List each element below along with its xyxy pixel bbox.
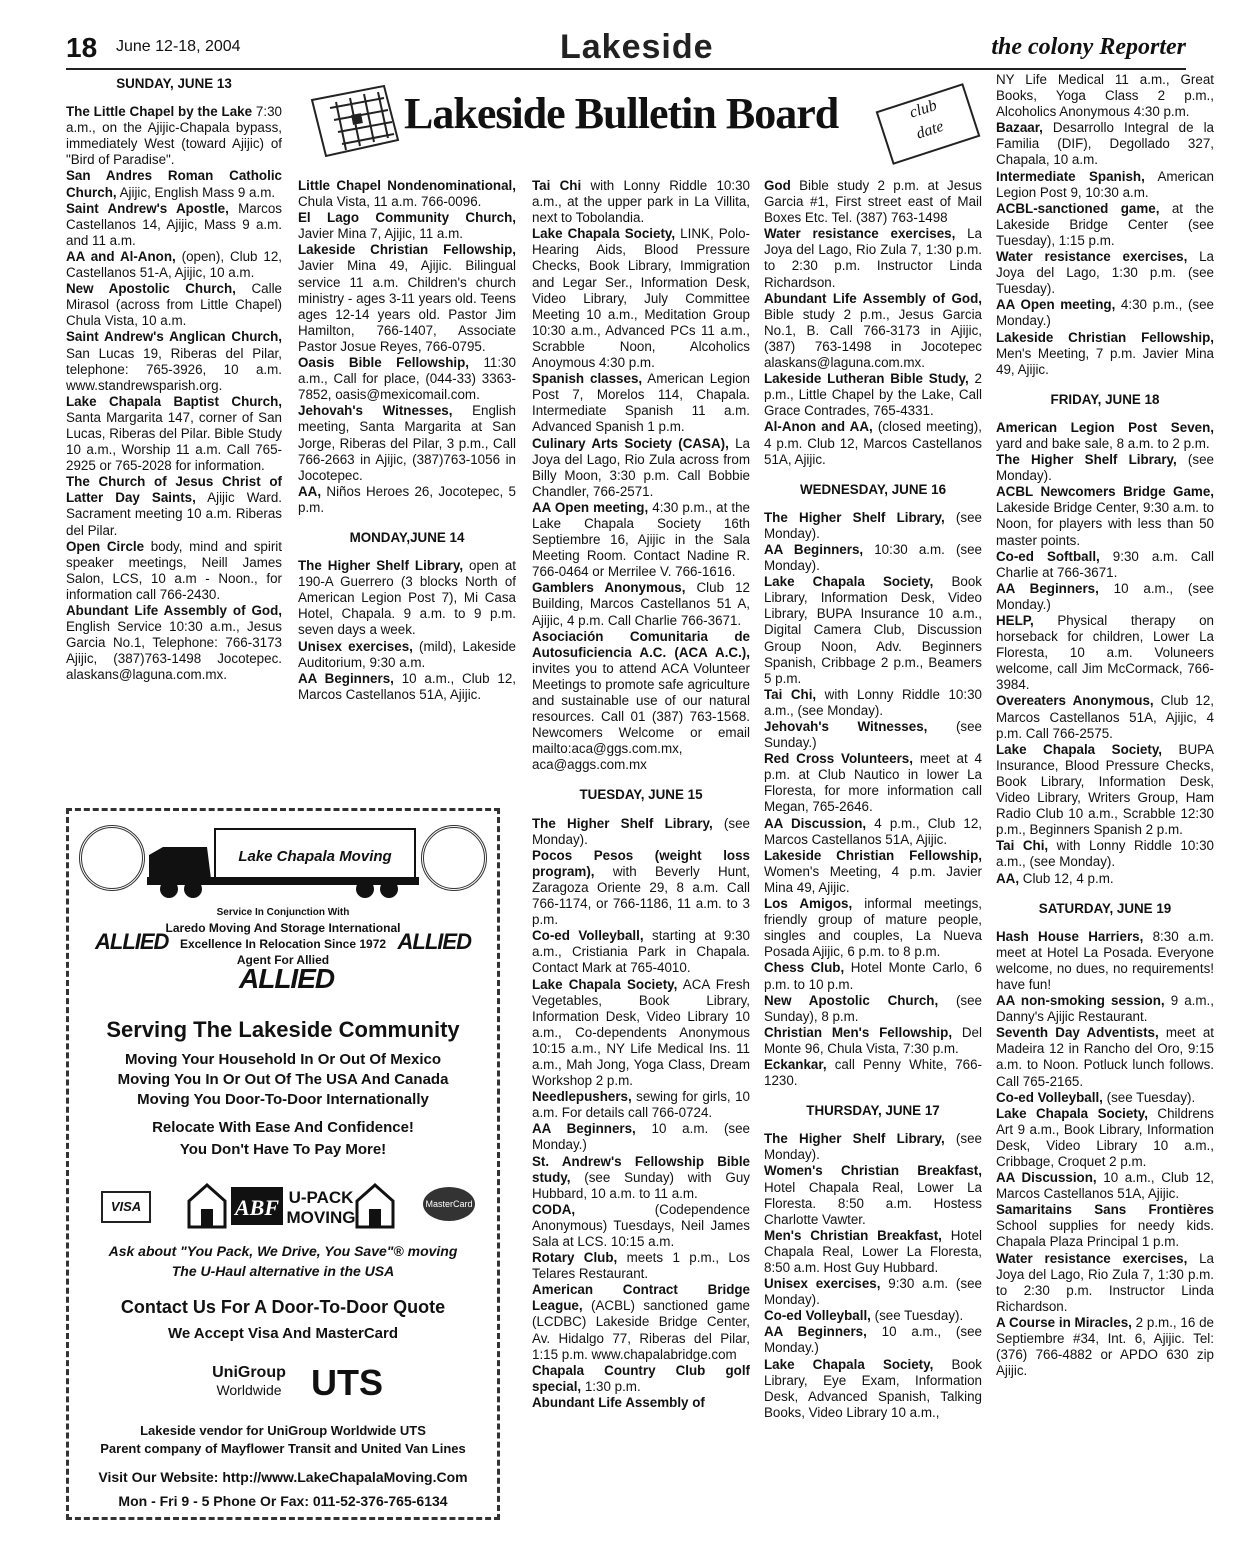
listing: Chapala Country Club golf special, 1:30 p.m. — [532, 1362, 750, 1394]
listing: Water resistance exercises, La Joya del Lago, 1:30 p.m. (see Tuesday). — [996, 249, 1214, 297]
listing: NY Life Medical 11 a.m., Great Books, Yoga Class 2 p.m., Alcoholics Anonymous 4:30 p.m. — [996, 72, 1214, 120]
listing: Tai Chi with Lonny Riddle 10:30 a.m., at the upper park in La Villita, next to Tobolandia. — [532, 178, 750, 226]
bulletin-board-banner — [298, 74, 978, 178]
listing: American Contract Bridge League, (ACBL) sanctioned game (LCDBC) Lakeside Bridge Center, Av. Hidalgo 77, Riberas del Pilar, 1:15 p.m. www.chapalabridge.com — [532, 1282, 750, 1362]
listing: Samaritains Sans Frontières School supplies for needy kids. Chapala Plaza Principal 1 p.m. — [996, 1202, 1214, 1250]
unigroup-logo — [189, 1357, 389, 1403]
ad-headline: Serving The Lakeside Community — [106, 1017, 460, 1042]
listing: San Andres Roman Catholic Church, Ajijic, English Mass 9 a.m. — [66, 168, 282, 200]
listing: Overeaters Anonymous, Club 12, Marcos Castellanos 51A, Ajijic, 4 p.m. Call 766-2575. — [996, 693, 1214, 741]
listing: AA, Niños Heroes 26, Jocotepec, 5 p.m. — [298, 483, 516, 515]
listing: Bazaar, Desarrollo Integral de la Familia (DIF), Degollado 327, Chapala, 10 a.m. — [996, 120, 1214, 168]
ad-uhaul-line: The U-Haul alternative in the USA — [171, 1263, 395, 1279]
listing: Red Cross Volunteers, meet at 4 p.m. at Club Nautico in lower La Floresta, for more information call Megan, 765-2646. — [764, 751, 982, 815]
day-heading: SATURDAY, JUNE 19 — [1038, 900, 1172, 916]
listing: AA Beginners, 10 a.m., (see Monday.) — [996, 580, 1214, 612]
ad-agent-line: Agent For Allied — [236, 953, 330, 967]
listing: Water resistance exercises, La Joya del Lago, Rio Zula 7, 1:30 p.m. to 2:30 p.m. Instructor Linda Richardson. — [764, 226, 982, 290]
listing: Los Amigos, informal meetings, friendly group of mature people, singles and couples, La Nueva Posada Ajijic, 6 p.m. to 8 p.m. — [764, 896, 983, 960]
listing: Rotary Club, meets 1 p.m., Los Telares Restaurant. — [532, 1250, 750, 1282]
issue-date: June 12-18, 2004 — [116, 38, 241, 55]
listing: AA Beginners, 10 a.m. (see Monday.) — [532, 1121, 750, 1153]
listing: Lake Chapala Baptist Church, Santa Margarita 147, corner of San Lucas, Riberas del Pilar. Bible Study 10 a.m., Worship 11 a.m. Call 765-2925 or 765-2028 for information. — [66, 393, 282, 474]
listing: Eckankar, call Penny White, 766-1230. — [764, 1056, 982, 1089]
column-2 — [298, 178, 516, 703]
listing: St. Andrew's Fellowship Bible study, (see Sunday) with Guy Hubbard, 10 a.m. to 11 a.m. — [532, 1153, 750, 1201]
listing: The Higher Shelf Library, open at 190-A Guerrero (3 blocks North of American Legion Post 7), Mi Casa Hotel, Chapala. 9 a.m. to 9 p.m. seven days a week. — [298, 558, 516, 638]
listing: Lakeside Christian Fellowship, Javier Mina 49, Ajijic. Bilingual service 11 a.m. Children's church ministry - ages 3-11 years old. Teens ages 12-14 years old. Pastor Jim Hamilton, 766-1407, Associate Pastor Josue Reyes, 766-0795. — [298, 242, 516, 354]
listing: Co-ed Volleyball, (see Tuesday). — [996, 1089, 1196, 1105]
listing: The Higher Shelf Library, (see Monday). — [764, 1131, 982, 1163]
listing: AA Beginners, 10 a.m., (see Monday.) — [764, 1324, 982, 1356]
moving-text: MOVING — [286, 1208, 356, 1227]
listing: A Course in Miracles, 2 p.m., 16 de Septiembre #34, Int. 6, Ajijic. Tel: (376) 766-4882 or APDO 630 zip Ajijic. — [996, 1314, 1214, 1379]
listing: AA Beginners, 10:30 a.m. (see Monday). — [764, 541, 982, 574]
listing: Seventh Day Adventists, meet at Madeira 12 in Rancho del Oro, 9:15 a.m. to Noon. Potluck lunch follows. Call 765-2165. — [996, 1025, 1214, 1089]
listing: Asociación Comunitaria de Autosuficiencia A.C. (ACA A.C.), invites you to attend ACA Volunteer Meetings to promote safe agriculture and sustainable use of our natural resources. Call 01 (387) 763-1568. Newcomers Welcome or email mailto:aca@ggs.com.mx, aca@aggs.com.mx — [532, 628, 750, 773]
listing: Lake Chapala Society, Childrens Art 9 a.m., Book Library, Information Desk, Video Library 10 a.m., Cribbage, Croquet 2 p.m. — [996, 1105, 1214, 1169]
page-number: 18 — [66, 32, 98, 63]
upack-text: U-PACK — [288, 1188, 354, 1207]
listing: The Higher Shelf Library, (see Monday). — [532, 815, 750, 847]
listing: Lake Chapala Society, LINK, Polo-Hearing Aids, Blood Pressure Checks, Book Library, Immigration and Legar Ser., Information Desk, Video Library, July Committee Meeting 10 a.m., Meditation Group 10:30 a.m., Advanced PCs 11 a.m., Scrabble Noon, Alcoholics Anoymous 4:30 p.m. — [532, 226, 750, 371]
ad-parent-line: Parent company of Mayflower Transit and United Van Lines — [100, 1441, 466, 1456]
listing: Culinary Arts Society (CASA), La Joya del Lago, Rio Zula across from Billy Moon, 3:30 p.m. Call Bobbie Chandler, 766-2571. — [532, 435, 750, 499]
day-heading: WEDNESDAY, JUNE 16 — [799, 481, 947, 497]
listing: New Apostolic Church, (see Sunday), 8 p.m. — [764, 992, 982, 1024]
listing: Christian Men's Fellowship, Del Monte 96, Chula Vista, 7:30 p.m. — [764, 1024, 982, 1056]
listing: Co-ed Softball, 9:30 a.m. Call Charlie at 766-3671. — [996, 548, 1214, 580]
truck-icon — [145, 825, 421, 901]
listing: AA and Al-Anon, (open), Club 12, Castellanos 51-A, Ajijic, 10 a.m. — [66, 248, 283, 281]
ad-service-1: Moving Your Household In Or Out Of Mexico — [124, 1051, 442, 1068]
listing: Women's Christian Breakfast, Hotel Chapala Real, Lower La Floresta. 8:50 a.m. Hostess Charlotte Vawter. — [764, 1163, 982, 1227]
listing: Jehovah's Witnesses, (see Sunday.) — [764, 719, 982, 751]
worldwide-text: Worldwide — [216, 1382, 282, 1398]
ad-excellence-line: Excellence In Relocation Since 1972 — [179, 937, 387, 951]
ad-laredo-line: Laredo Moving And Storage International — [165, 921, 401, 935]
payment-logos — [95, 1179, 475, 1231]
day-heading: SUNDAY, JUNE 13 — [116, 76, 232, 91]
listing: AA Discussion, 4 p.m., Club 12, Marcos Castellanos 51A, Ajijic. — [764, 815, 982, 847]
listing: New Apostolic Church, Calle Mirasol (across from Little Chapel) Chula Vista, 10 a.m. — [66, 281, 282, 329]
bulletin-board-title: Lakeside Bulletin Board — [404, 89, 839, 138]
day-heading: THURSDAY, JUNE 17 — [806, 1103, 940, 1119]
club-date-badge: club date — [876, 83, 981, 165]
ad-service-line: Service In Conjunction With — [216, 907, 350, 918]
listing: Intermediate Spanish, American Legion Post 9, 10:30 a.m. — [996, 168, 1214, 200]
listing: AA Open meeting, 4:30 p.m., at the Lake Chapala Society 16th Septiembre 16, Ajijic in the Sala Meeting Room. Contact Nadine R. 766-0464 or Merrilee V. 766-1616. — [532, 499, 750, 580]
listing: Al-Anon and AA, (closed meeting), 4 p.m. Club 12, Marcos Castellanos 51A, Ajijic. — [764, 419, 982, 467]
mastercard-logo: MasterCard — [423, 1187, 475, 1221]
listing: ACBL-sanctioned game, at the Lakeside Bridge Center (see Tuesday), 1:15 p.m. — [996, 200, 1214, 248]
listing: AA Beginners, 10 a.m., Club 12, Marcos Castellanos 51A, Ajijic. — [298, 670, 516, 702]
day-heading: MONDAY,JUNE 14 — [349, 529, 465, 545]
ad-service-2: Moving You In Or Out Of The USA And Canada — [117, 1071, 449, 1088]
ad-contact-line: Contact Us For A Door-To-Door Quote — [120, 1297, 446, 1317]
ad-vendor-line: Lakeside vendor for UniGroup Worldwide UTS — [140, 1423, 426, 1438]
unigroup-text: UniGroup — [212, 1364, 286, 1381]
listing: AA Discussion, 10 a.m., Club 12, Marcos Castellanos 51A, Ajijic. — [996, 1170, 1214, 1202]
ad-accept-line: We Accept Visa And MasterCard — [167, 1325, 399, 1342]
listing: Men's Christian Breakfast, Hotel Chapala Real, Lower La Floresta, 8:50 a.m. Host Guy Hubbard. — [764, 1227, 982, 1275]
listing: HELP, Physical therapy on horseback for children, Lower La Floresta, 10 a.m. Voluneers welcome, call Jim McCormack, 766-3984. — [996, 613, 1214, 693]
column-4 — [764, 178, 982, 1421]
truck-label: Lake Chapala Moving — [238, 848, 392, 865]
listing: Saint Andrew's Anglican Church, San Lucas 19, Riberas del Pilar, telephone: 765-3926, 10 a.m. www.standrewsparish.org. — [66, 329, 282, 393]
listing: Needlepushers, sewing for girls, 10 a.m. For details call 766-0724. — [532, 1089, 750, 1121]
listing: Oasis Bible Fellowship, 11:30 a.m., Call for place, (044-33) 3363-7852, oasis@mexicomail.com. — [298, 355, 516, 403]
column-3 — [532, 178, 750, 1411]
listing: AA Open meeting, 4:30 p.m., (see Monday.) — [996, 297, 1214, 329]
visa-logo: VISA — [101, 1191, 151, 1223]
listing: Pocos Pesos (weight loss program), with Beverly Hunt, Zaragoza Oriente 29, 8 a.m. Call 766-1174, or 766-1186, 11 a.m. to 3 p.m. — [532, 847, 750, 928]
uts-text: UTS — [311, 1362, 383, 1403]
day-heading: TUESDAY, JUNE 15 — [579, 787, 703, 803]
listing: Open Circle body, mind and spirit speaker meetings, Neill James Salon, LCS, 10 a.m - Noon., for information call 766-2430. — [66, 538, 282, 602]
moving-advertisement — [66, 808, 500, 1520]
listing: The Higher Shelf Library, (see Monday). — [764, 509, 982, 541]
allied-logo-left: ALLIED — [95, 929, 169, 954]
column-5 — [996, 72, 1214, 1379]
listing: Chess Club, Hotel Monte Carlo, 6 p.m. to 10 p.m. — [764, 960, 982, 992]
listing: American Legion Post Seven, yard and bake sale, 8 a.m. to 2 p.m. — [996, 419, 1214, 451]
listing: Tai Chi, with Lonny Riddle 10:30 a.m., (see Monday). — [764, 686, 982, 718]
seal-emblem-right — [421, 825, 487, 891]
listing: AA non-smoking session, 9 a.m., Danny's Ajijic Restaurant. — [996, 993, 1214, 1025]
listing: Co-ed Volleyball, (see Tuesday). — [764, 1308, 964, 1324]
listing: God Bible study 2 p.m. at Jesus Garcia #1, First street east of Mail Boxes Etc. Tel. (387) 763-1498 — [764, 178, 982, 226]
listing: Lake Chapala Society, BUPA Insurance, Blood Pressure Checks, Book Library, Information Desk, Video Library, Writers Group, Ham Radio Club 10 a.m., Scrabble 12:30 p.m., Beginners Spanish 2 p.m. — [996, 741, 1214, 838]
listing: Hash House Harriers, 8:30 a.m. meet at Hotel La Posada. Everyone welcome, no dues, no requirements! have fun! — [996, 928, 1214, 992]
listing: Abundant Life Assembly of — [532, 1394, 705, 1410]
listing: Jehovah's Witnesses, English meeting, Santa Margarita at San Jorge, Riberas del Pilar, 3 p.m., Call 766-2663 in Ajijic, (387)763-1056 in Jocotepec. — [298, 403, 516, 483]
seal-emblem-left — [79, 825, 145, 891]
listing: Saint Andrew's Apostle, Marcos Castellanos 14, Ajijic, Mass 9 a.m. and 11 a.m. — [66, 200, 282, 248]
listing: Lake Chapala Society, Book Library, Information Desk, Video Library, BUPA Insurance 10 a.m., Digital Camera Club, Discussion Group Noon, Adv. Beginners Spanish, Cribbage 2 p.m., Beamers 5 p.m. — [764, 574, 982, 686]
listing: The Higher Shelf Library, (see Monday). — [996, 452, 1214, 484]
listing: Lake Chapala Society, Book Library, Eye Exam, Information Desk, Advanced Spanish, Talking Books, Video Library 10 a.m., — [764, 1356, 982, 1420]
section-masthead: Lakeside — [560, 28, 714, 66]
ad-hours-line: Mon - Fri 9 - 5 Phone Or Fax: 011-52-376-765-6134 — [118, 1493, 448, 1509]
allied-logo-center: ALLIED — [239, 963, 335, 994]
ad-website-line: Visit Our Website: http://www.LakeChapalaMoving.Com — [98, 1469, 468, 1485]
listing: Abundant Life Assembly of God, Bible study 2 p.m., Jesus Garcia No.1, B. Call 766-3173 in Ajijic, (387) 763-1498 in Jocotepec alaskans@laguna.com.mx. — [764, 290, 982, 371]
listing: AA, Club 12, 4 p.m. — [996, 870, 1114, 886]
listing: The Church of Jesus Christ of Latter Day Saints, Ajijic Ward. Sacrament meeting 10 a.m. Riberas del Pilar. — [66, 474, 282, 538]
listing: ACBL Newcomers Bridge Game, Lakeside Bridge Center, 9:30 a.m. to Noon, for players with less than 50 master points. — [996, 484, 1214, 548]
listing: The Little Chapel by the Lake 7:30 a.m., on the Ajijic-Chapala bypass, immediately West (toward Ajijic) of "Bird of Paradise". — [66, 104, 282, 168]
listing: Lakeside Lutheran Bible Study, 2 p.m., Little Chapel by the Lake, Call Grace Contrades, 765-4331. — [764, 371, 983, 419]
ad-pay-line: You Don't Have To Pay More! — [179, 1141, 387, 1158]
listing: Little Chapel Nondenominational, Chula Vista, 11 a.m. 766-0096. — [298, 178, 516, 210]
listing: Unisex exercises, (mild), Lakeside Auditorium, 9:30 a.m. — [298, 638, 517, 670]
listing: Abundant Life Assembly of God, English Service 10:30 a.m., Jesus Garcia No.1, Telephone: 766-3173 Ajijic, (387)763-1498 Jocotepec. alaskans@laguna.com.mx. — [66, 603, 282, 683]
allied-logo-right: ALLIED — [397, 929, 471, 954]
ad-relocate-line: Relocate With Ease And Confidence! — [152, 1119, 414, 1136]
listing: CODA, (Codependence Anonymous) Tuesdays, Neil James Sala at LCS. 10:15 a.m. — [532, 1201, 750, 1249]
day-heading: FRIDAY, JUNE 18 — [1050, 391, 1160, 407]
abf-text: ABF — [234, 1195, 280, 1220]
ad-service-3: Moving You Door-To-Door Internationally — [137, 1091, 429, 1108]
listing: Tai Chi, with Lonny Riddle 10:30 a.m., (see Monday). — [996, 838, 1214, 870]
listing: Co-ed Volleyball, starting at 9:30 a.m., Cristiania Park in Chapala. Contact Mark at 765-4010. — [532, 928, 750, 976]
listing: Lakeside Christian Fellowship, Women's Meeting, 4 p.m. Javier Mina 49, Ajijic. — [764, 847, 982, 895]
listing: Spanish classes, American Legion Post 7, Morelos 114, Chapala. Intermediate Spanish 11 a.m. Advanced Spanish 1 p.m. — [532, 371, 750, 435]
listing: Water resistance exercises, La Joya del Lago, Rio Zula 7, 1:30 p.m. to 2:30 p.m. Instructor Linda Richardson. — [996, 1250, 1214, 1314]
listing: Lake Chapala Society, ACA Fresh Vegetables, Book Library, Information Desk, Video Library 10 a.m., Co-dependents Anonymous 10:15 a.m., NY Life Medical Ins. 11 a.m., Mah Jong, Yoga Class, Dream Workshop 2 p.m. — [532, 976, 750, 1089]
listing: Lakeside Christian Fellowship, Men's Meeting, 7 p.m. Javier Mina 49, Ajijic. — [996, 329, 1214, 377]
listing: Gamblers Anonymous, Club 12 Building, Marcos Castellanos 51 A, Ajijic, 4 p.m. Call Charlie 766-3671. — [532, 580, 750, 628]
column-1 — [66, 72, 282, 683]
upack-logo — [187, 1181, 395, 1229]
calendar-icon — [306, 82, 402, 162]
paper-name: the colony Reporter — [991, 34, 1186, 60]
listing: El Lago Community Church, Javier Mina 7, Ajijic, 11 a.m. — [298, 210, 516, 242]
page-header — [66, 28, 1186, 70]
listing: Unisex exercises, 9:30 a.m. (see Monday). — [764, 1276, 982, 1308]
ad-upack-line: Ask about "You Pack, We Drive, You Save"® moving — [108, 1243, 458, 1259]
